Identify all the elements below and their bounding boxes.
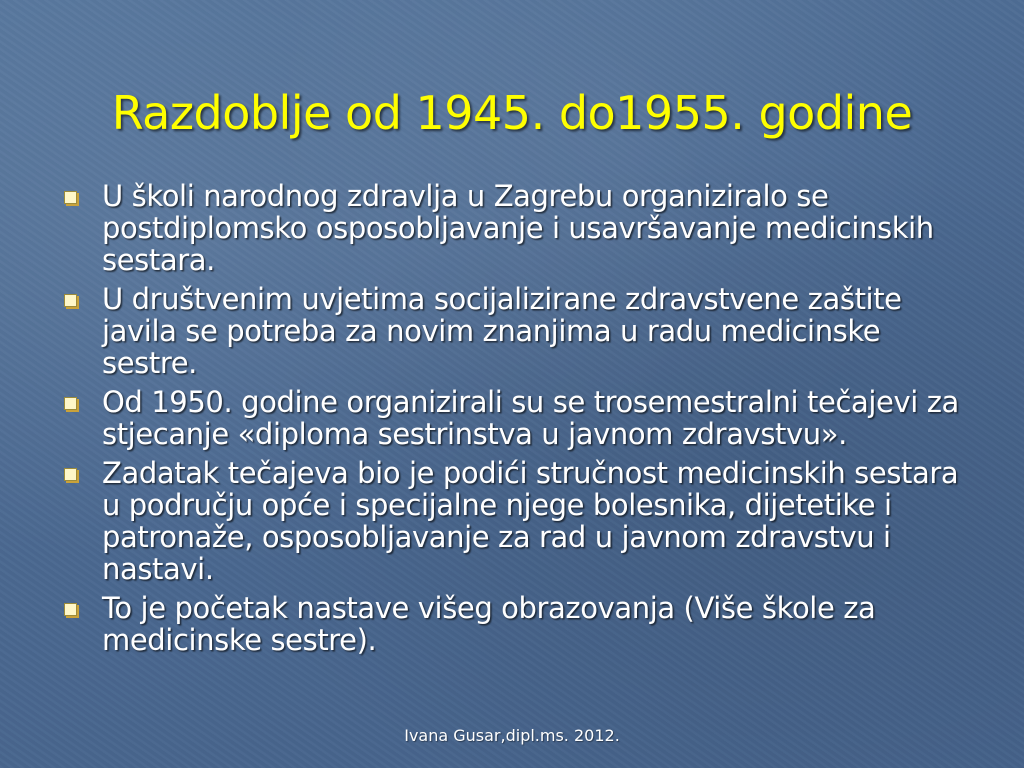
bullet-text: To je početak nastave višeg obrazovanja (Više škole za medicinske sestre). (102, 591, 876, 657)
bullet-list (60, 180, 980, 663)
square-bullet-icon (64, 468, 77, 481)
slide-title: Razdoblje od 1945. do1955. godine (111, 86, 913, 140)
square-bullet-icon (64, 397, 77, 410)
square-bullet-icon (64, 191, 77, 204)
bullet-item (60, 592, 980, 656)
bullet-text: Zadatak tečajeva bio je podići stručnost medicinskih sestara u području opće i specijalne njege bolesnika, dijetetike i patronaže, osposobljavanje za rad u javnom zdravstvu i nastavi. (102, 456, 959, 586)
bullet-item (60, 283, 980, 379)
bullet-item (60, 386, 980, 450)
bullet-text: Od 1950. godine organizirali su se trosemestralni tečajevi za stjecanje «diploma sestrinstva u javnom zdravstvu». (102, 385, 959, 451)
slide-footer: Ivana Gusar,dipl.ms. 2012. (404, 726, 620, 745)
bullet-item (60, 457, 980, 585)
square-bullet-icon (64, 603, 77, 616)
bullet-text: U školi narodnog zdravlja u Zagrebu organiziralo se postdiplomsko osposobljavanje i usavršavanje medicinskih sestara. (102, 179, 934, 277)
bullet-text: U društvenim uvjetima socijalizirane zdravstvene zaštite javila se potreba za novim znanjima u radu medicinske sestre. (102, 282, 902, 380)
square-bullet-icon (64, 294, 77, 307)
bullet-item (60, 180, 980, 276)
